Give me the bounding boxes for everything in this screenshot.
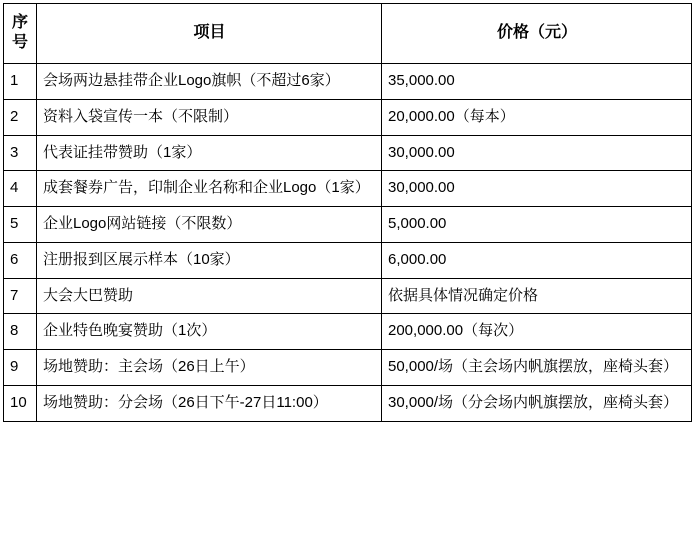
column-header-item: 项目 bbox=[37, 4, 382, 64]
table-row bbox=[4, 207, 692, 243]
cell-item: 会场两边悬挂带企业Logo旗帜（不超过6家） bbox=[37, 64, 382, 100]
cell-price: 5,000.00 bbox=[382, 207, 692, 243]
cell-price: 200,000.00（每次） bbox=[382, 314, 692, 350]
cell-no: 6 bbox=[4, 242, 37, 278]
cell-item: 场地赞助：主会场（26日上午） bbox=[37, 350, 382, 386]
sponsorship-price-table-document bbox=[0, 3, 696, 543]
cell-price: 6,000.00 bbox=[382, 242, 692, 278]
cell-no: 1 bbox=[4, 64, 37, 100]
column-header-no-line1: 序 bbox=[11, 14, 28, 31]
cell-item: 企业特色晚宴赞助（1次） bbox=[37, 314, 382, 350]
column-header-no-line2: 号 bbox=[11, 34, 28, 51]
table-row bbox=[4, 278, 692, 314]
cell-price: 50,000/场（主会场内帆旗摆放，座椅头套） bbox=[382, 350, 692, 386]
table-body bbox=[4, 64, 692, 422]
cell-item: 企业Logo网站链接（不限数） bbox=[37, 207, 382, 243]
cell-no: 8 bbox=[4, 314, 37, 350]
table-row bbox=[4, 385, 692, 421]
cell-price: 30,000/场（分会场内帆旗摆放，座椅头套） bbox=[382, 385, 692, 421]
cell-item: 注册报到区展示样本（10家） bbox=[37, 242, 382, 278]
cell-item: 成套餐券广告，印制企业名称和企业Logo（1家） bbox=[37, 171, 382, 207]
table-row bbox=[4, 171, 692, 207]
table-row bbox=[4, 350, 692, 386]
table-row bbox=[4, 314, 692, 350]
cell-no: 2 bbox=[4, 99, 37, 135]
table-row bbox=[4, 99, 692, 135]
table-header-row bbox=[4, 4, 692, 64]
table-row bbox=[4, 135, 692, 171]
cell-no: 9 bbox=[4, 350, 37, 386]
cell-price: 依据具体情况确定价格 bbox=[382, 278, 692, 314]
cell-no: 10 bbox=[4, 385, 37, 421]
column-header-no bbox=[4, 4, 37, 64]
cell-item: 场地赞助：分会场（26日下午-27日11:00） bbox=[37, 385, 382, 421]
cell-item: 代表证挂带赞助（1家） bbox=[37, 135, 382, 171]
table-row bbox=[4, 64, 692, 100]
cell-no: 3 bbox=[4, 135, 37, 171]
cell-no: 4 bbox=[4, 171, 37, 207]
cell-price: 30,000.00 bbox=[382, 171, 692, 207]
column-header-price: 价格（元） bbox=[382, 4, 692, 64]
cell-price: 20,000.00（每本） bbox=[382, 99, 692, 135]
sponsorship-price-table bbox=[3, 3, 692, 422]
cell-item: 大会大巴赞助 bbox=[37, 278, 382, 314]
cell-no: 5 bbox=[4, 207, 37, 243]
cell-item: 资料入袋宣传一本（不限制） bbox=[37, 99, 382, 135]
cell-price: 30,000.00 bbox=[382, 135, 692, 171]
table-header bbox=[4, 4, 692, 64]
cell-price: 35,000.00 bbox=[382, 64, 692, 100]
cell-no: 7 bbox=[4, 278, 37, 314]
table-row bbox=[4, 242, 692, 278]
